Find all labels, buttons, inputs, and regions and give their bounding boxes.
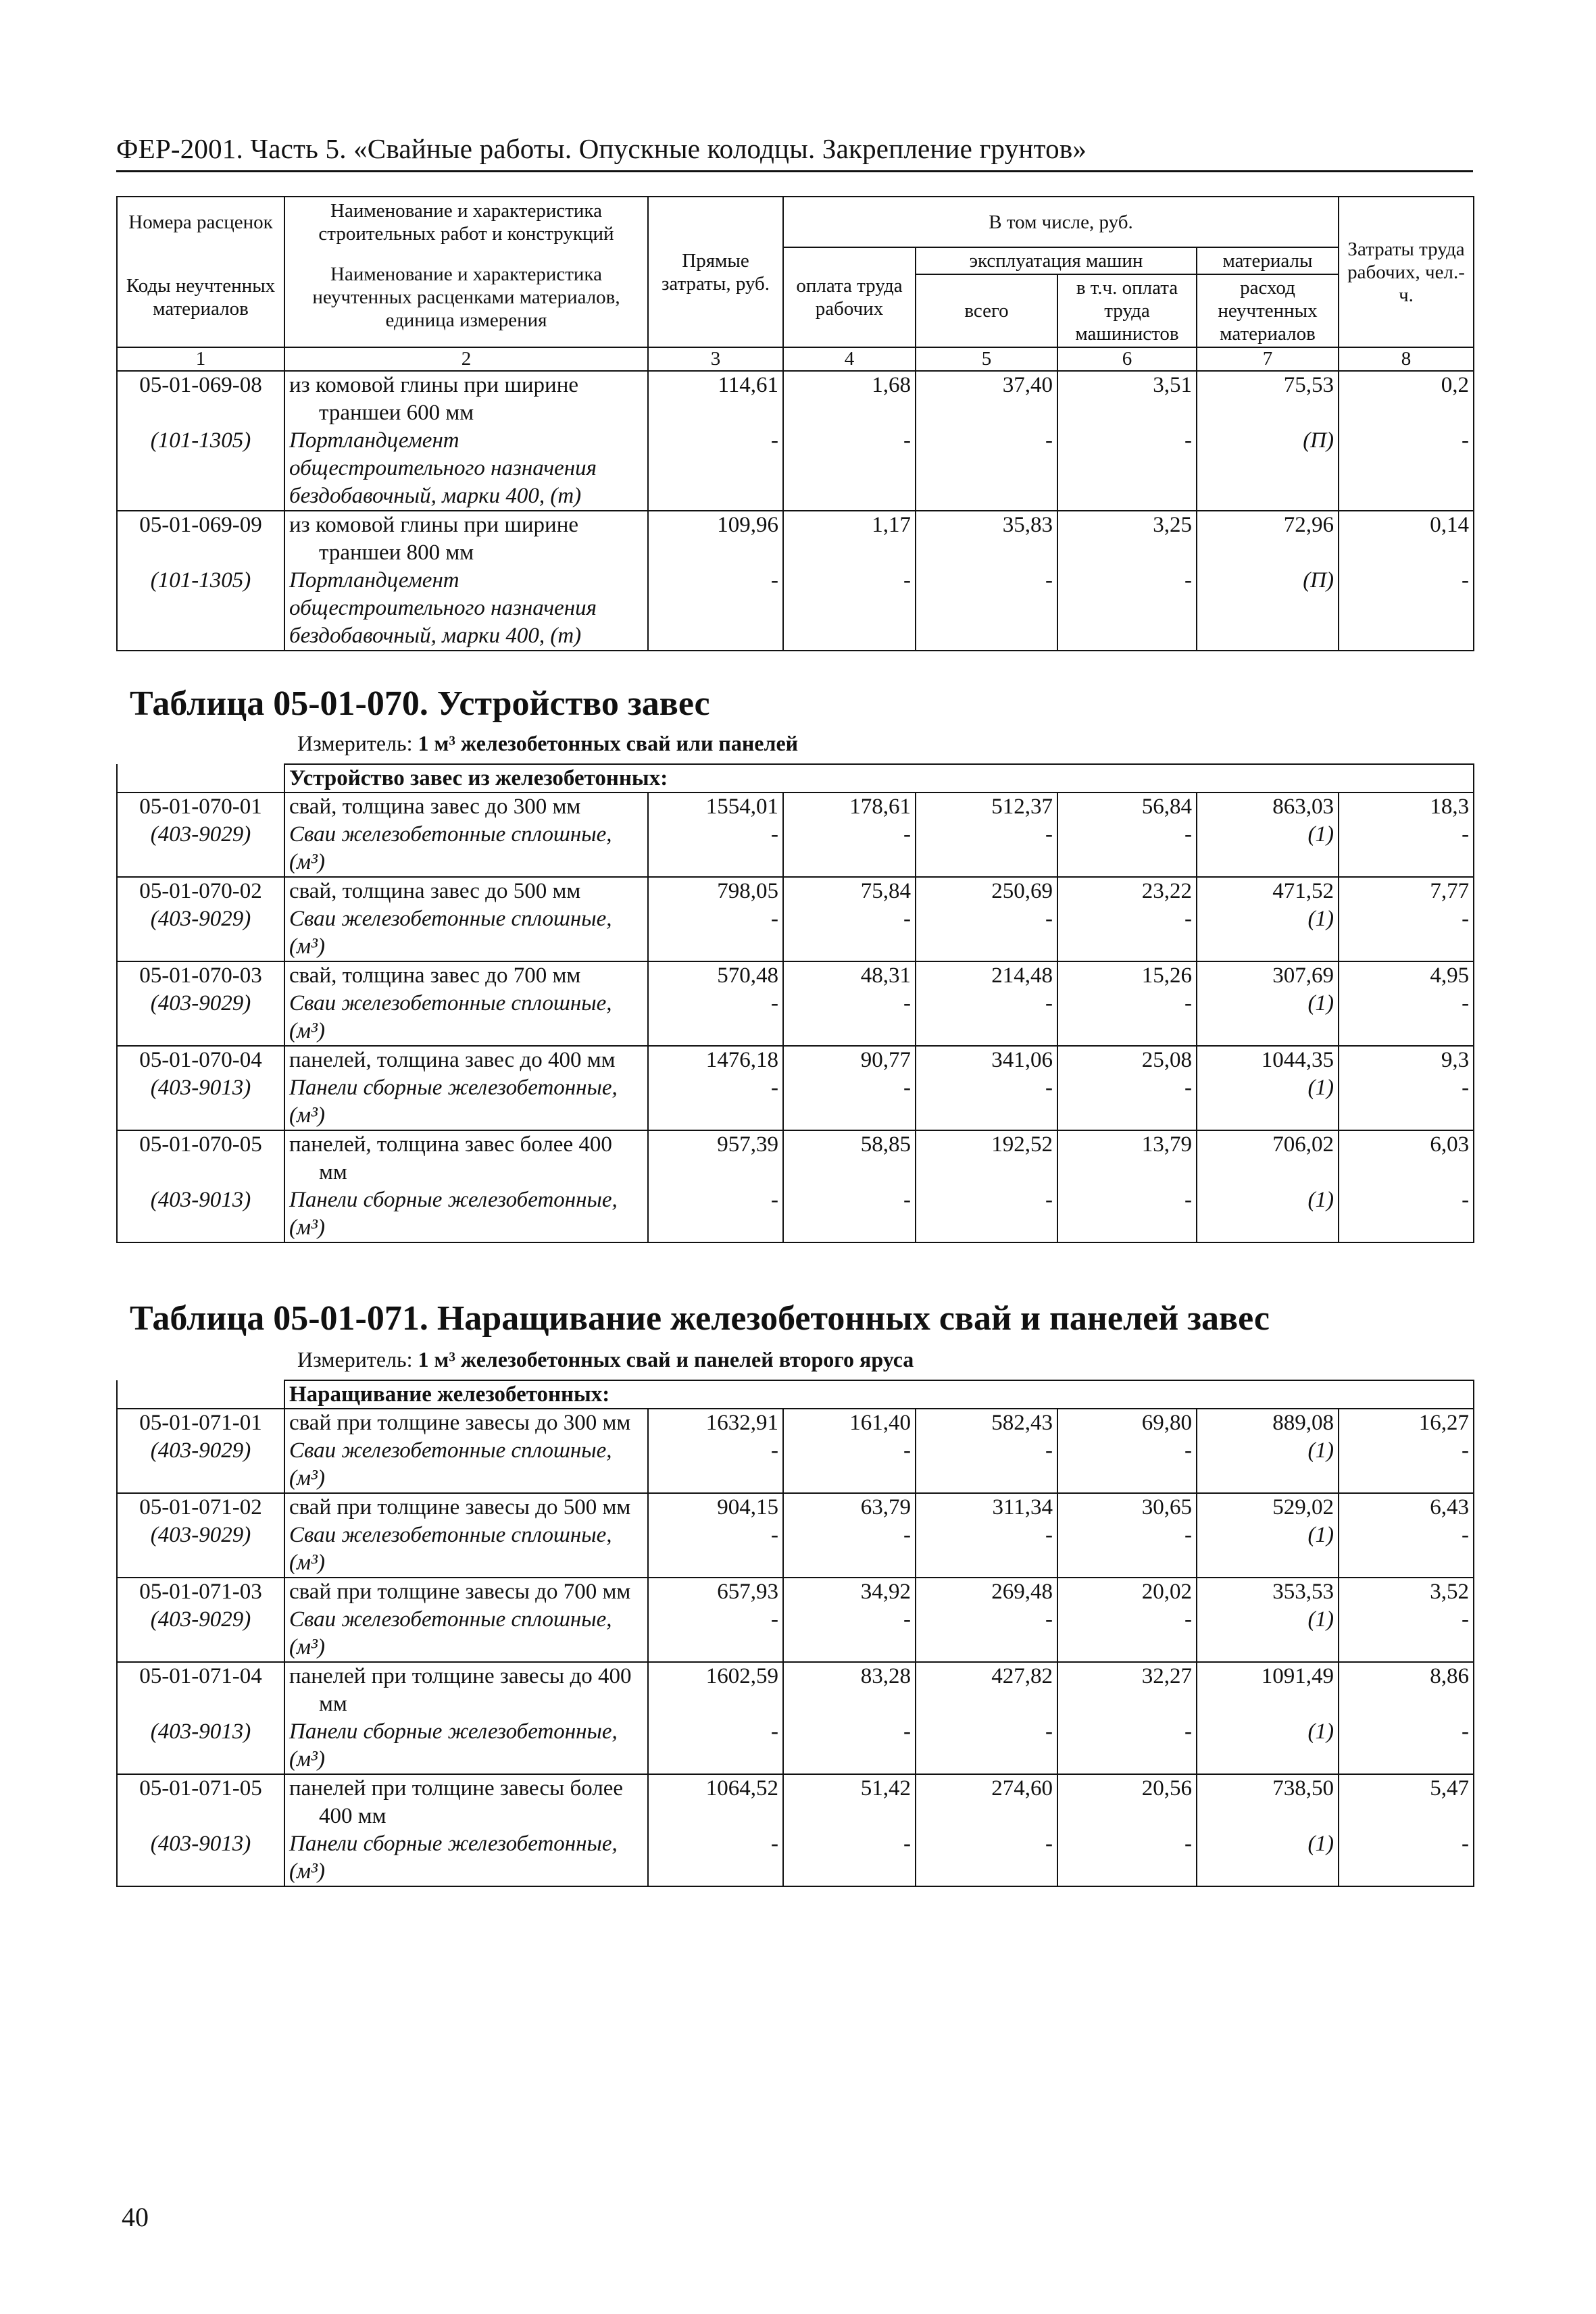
material-value-cell: - xyxy=(648,567,783,651)
table-row xyxy=(117,793,1474,821)
measure-071: Измеритель: 1 м³ железобетонных свай и панелей второго яруса xyxy=(297,1347,914,1372)
material-code: (101-1305) xyxy=(117,427,284,511)
value-cell: 7,77 xyxy=(1339,877,1474,905)
rate-code: 05-01-071-03 xyxy=(117,1578,284,1606)
col-number-8: 8 xyxy=(1339,347,1474,371)
table-row xyxy=(117,1662,1474,1718)
material-name: Сваи железобетонные сплошные, (м³) xyxy=(284,821,648,877)
col-including-header: В том числе, руб. xyxy=(783,197,1339,247)
col-number-5: 5 xyxy=(916,347,1057,371)
table-row xyxy=(117,1578,1474,1606)
value-cell: 0,2 xyxy=(1339,371,1474,427)
value-cell: 75,53 xyxy=(1197,371,1339,427)
value-cell: 13,79 xyxy=(1057,1130,1197,1186)
material-code: (403-9029) xyxy=(117,990,284,1046)
rates-table-069 xyxy=(116,196,1474,651)
material-code: (403-9029) xyxy=(117,1437,284,1493)
material-value-cell: - xyxy=(783,1437,916,1493)
value-cell: 6,03 xyxy=(1339,1130,1474,1186)
material-name: Панели сборные железобетонные, (м³) xyxy=(284,1830,648,1886)
value-cell: 8,86 xyxy=(1339,1662,1474,1718)
value-cell: 1,68 xyxy=(783,371,916,427)
value-cell: 1554,01 xyxy=(648,793,783,821)
value-cell: 6,43 xyxy=(1339,1493,1474,1521)
material-value-cell: - xyxy=(648,1830,783,1886)
material-value-cell: - xyxy=(1339,1437,1474,1493)
table-row-material xyxy=(117,905,1474,961)
rate-code: 05-01-071-02 xyxy=(117,1493,284,1521)
material-value-cell: - xyxy=(1339,567,1474,651)
value-cell: 957,39 xyxy=(648,1130,783,1186)
material-name: Сваи железобетонные сплошные, (м³) xyxy=(284,1606,648,1662)
value-cell: 48,31 xyxy=(783,961,916,990)
value-cell: 51,42 xyxy=(783,1774,916,1830)
material-value-cell: - xyxy=(1057,1186,1197,1242)
value-cell: 863,03 xyxy=(1197,793,1339,821)
value-cell: 269,48 xyxy=(916,1578,1057,1606)
table-row-material xyxy=(117,821,1474,877)
table-title-071: Таблица 05-01-071. Наращивание железобетонных свай и панелей завес xyxy=(130,1299,1270,1338)
table-row xyxy=(117,1046,1474,1074)
value-cell: 32,27 xyxy=(1057,1662,1197,1718)
table-row xyxy=(117,1493,1474,1521)
col-number-1: 1 xyxy=(117,347,284,371)
material-value-cell: - xyxy=(783,1830,916,1886)
material-value-cell: - xyxy=(648,1718,783,1774)
material-value-cell: - xyxy=(1057,821,1197,877)
material-code: (403-9029) xyxy=(117,1606,284,1662)
value-cell: 35,83 xyxy=(916,511,1057,567)
value-cell: 427,82 xyxy=(916,1662,1057,1718)
value-cell: 37,40 xyxy=(916,371,1057,427)
value-cell: 1044,35 xyxy=(1197,1046,1339,1074)
material-value-cell: (1) xyxy=(1197,1606,1339,1662)
material-value-cell: - xyxy=(783,990,916,1046)
table-row-material xyxy=(117,1437,1474,1493)
material-code: (403-9029) xyxy=(117,821,284,877)
material-name: Панели сборные железобетонные, (м³) xyxy=(284,1186,648,1242)
measure-070: Измеритель: 1 м³ железобетонных свай или панелей xyxy=(297,731,799,755)
material-value-cell: - xyxy=(916,821,1057,877)
material-value-cell: - xyxy=(648,990,783,1046)
table-row-material xyxy=(117,1521,1474,1578)
material-value-cell: - xyxy=(1339,1186,1474,1242)
material-value-cell: - xyxy=(1339,1521,1474,1578)
material-code: (403-9013) xyxy=(117,1718,284,1774)
value-cell: 582,43 xyxy=(916,1409,1057,1437)
table-row xyxy=(117,511,1474,567)
material-value-cell: - xyxy=(648,1606,783,1662)
rate-code: 05-01-070-01 xyxy=(117,793,284,821)
material-value-cell: - xyxy=(916,427,1057,511)
material-value-cell: - xyxy=(1057,990,1197,1046)
group-head-071: Наращивание железобетонных: xyxy=(284,1380,1474,1409)
material-value-cell: - xyxy=(783,1606,916,1662)
material-name: Сваи железобетонные сплошные, (м³) xyxy=(284,1437,648,1493)
value-cell: 34,92 xyxy=(783,1578,916,1606)
table-row xyxy=(117,877,1474,905)
table-row-material xyxy=(117,1186,1474,1242)
material-value-cell: - xyxy=(1339,1830,1474,1886)
value-cell: 178,61 xyxy=(783,793,916,821)
material-value-cell: - xyxy=(648,1074,783,1130)
material-value-cell: - xyxy=(916,567,1057,651)
work-name: свай, толщина завес до 700 мм xyxy=(284,961,648,990)
material-value-cell: (1) xyxy=(1197,1718,1339,1774)
col-materials-header: материалы xyxy=(1197,247,1339,274)
value-cell: 5,47 xyxy=(1339,1774,1474,1830)
table-row xyxy=(117,371,1474,427)
col-number-2: 2 xyxy=(284,347,648,371)
value-cell: 18,3 xyxy=(1339,793,1474,821)
col-direct-costs-header: Прямые затраты, руб. xyxy=(648,197,783,347)
material-value-cell: - xyxy=(783,1718,916,1774)
value-cell: 341,06 xyxy=(916,1046,1057,1074)
rate-code: 05-01-069-09 xyxy=(117,511,284,567)
material-value-cell: - xyxy=(916,1606,1057,1662)
value-cell: 161,40 xyxy=(783,1409,916,1437)
value-cell: 307,69 xyxy=(1197,961,1339,990)
value-cell: 3,51 xyxy=(1057,371,1197,427)
material-name: Сваи железобетонные сплошные, (м³) xyxy=(284,1521,648,1578)
material-value-cell: (1) xyxy=(1197,821,1339,877)
material-value-cell: - xyxy=(1057,1521,1197,1578)
value-cell: 1,17 xyxy=(783,511,916,567)
value-cell: 1602,59 xyxy=(648,1662,783,1718)
value-cell: 20,02 xyxy=(1057,1578,1197,1606)
value-cell: 889,08 xyxy=(1197,1409,1339,1437)
material-value-cell: - xyxy=(916,1074,1057,1130)
value-cell: 311,34 xyxy=(916,1493,1057,1521)
value-cell: 30,65 xyxy=(1057,1493,1197,1521)
rate-code: 05-01-071-05 xyxy=(117,1774,284,1830)
material-value-cell: - xyxy=(783,821,916,877)
table-row-material xyxy=(117,1074,1474,1130)
material-value-cell: - xyxy=(916,1718,1057,1774)
material-value-cell: (1) xyxy=(1197,1437,1339,1493)
value-cell: 75,84 xyxy=(783,877,916,905)
value-cell: 9,3 xyxy=(1339,1046,1474,1074)
material-value-cell: (П) xyxy=(1197,427,1339,511)
col-machinists-pay-header: в т.ч. оплата труда машинистов xyxy=(1057,274,1197,347)
col-number-6: 6 xyxy=(1057,347,1197,371)
material-code: (403-9029) xyxy=(117,905,284,961)
material-name: Сваи железобетонные сплошные, (м³) xyxy=(284,905,648,961)
value-cell: 192,52 xyxy=(916,1130,1057,1186)
rates-table-071 xyxy=(116,1380,1474,1887)
table-row xyxy=(117,961,1474,990)
value-cell: 706,02 xyxy=(1197,1130,1339,1186)
material-value-cell: - xyxy=(916,1186,1057,1242)
material-value-cell: - xyxy=(916,990,1057,1046)
work-name: из комовой глины при ширине траншеи 600 мм xyxy=(284,371,648,427)
value-cell: 798,05 xyxy=(648,877,783,905)
value-cell: 0,14 xyxy=(1339,511,1474,567)
work-name: из комовой глины при ширине траншеи 800 мм xyxy=(284,511,648,567)
value-cell: 3,52 xyxy=(1339,1578,1474,1606)
work-name: панелей, толщина завес до 400 мм xyxy=(284,1046,648,1074)
value-cell: 83,28 xyxy=(783,1662,916,1718)
work-name: панелей при толщине завесы до 400 мм xyxy=(284,1662,648,1718)
value-cell: 25,08 xyxy=(1057,1046,1197,1074)
material-value-cell: - xyxy=(783,905,916,961)
col-machines-total-header: всего xyxy=(916,274,1057,347)
material-value-cell: - xyxy=(783,1521,916,1578)
value-cell: 63,79 xyxy=(783,1493,916,1521)
rate-code: 05-01-071-01 xyxy=(117,1409,284,1437)
value-cell: 56,84 xyxy=(1057,793,1197,821)
table-row-material xyxy=(117,427,1474,511)
material-name: Сваи железобетонные сплошные, (м³) xyxy=(284,990,648,1046)
material-value-cell: - xyxy=(648,1521,783,1578)
material-value-cell: - xyxy=(1339,905,1474,961)
value-cell: 109,96 xyxy=(648,511,783,567)
table-row-material xyxy=(117,1830,1474,1886)
material-value-cell: (П) xyxy=(1197,567,1339,651)
value-cell: 529,02 xyxy=(1197,1493,1339,1521)
col-rate-numbers-header: Номера расценок xyxy=(117,197,284,247)
value-cell: 512,37 xyxy=(916,793,1057,821)
material-value-cell: (1) xyxy=(1197,1830,1339,1886)
col-machines-header: эксплуатация машин xyxy=(916,247,1197,274)
value-cell: 250,69 xyxy=(916,877,1057,905)
value-cell: 114,61 xyxy=(648,371,783,427)
material-value-cell: - xyxy=(1057,427,1197,511)
value-cell: 1091,49 xyxy=(1197,1662,1339,1718)
work-name: свай, толщина завес до 300 мм xyxy=(284,793,648,821)
work-name: свай при толщине завесы до 300 мм xyxy=(284,1409,648,1437)
value-cell: 4,95 xyxy=(1339,961,1474,990)
running-header: ФЕР-2001. Часть 5. «Свайные работы. Опускные колодцы. Закрепление грунтов» xyxy=(116,133,1087,164)
value-cell: 72,96 xyxy=(1197,511,1339,567)
material-name: Портландцемент общестроительного назначения бездобавочный, марки 400, (т) xyxy=(284,427,648,511)
rate-code: 05-01-070-05 xyxy=(117,1130,284,1186)
value-cell: 1632,91 xyxy=(648,1409,783,1437)
material-code: (403-9029) xyxy=(117,1521,284,1578)
work-name: панелей при толщине завесы более 400 мм xyxy=(284,1774,648,1830)
header-rule xyxy=(116,170,1473,172)
material-value-cell: - xyxy=(648,1437,783,1493)
table-row-material xyxy=(117,1718,1474,1774)
value-cell: 570,48 xyxy=(648,961,783,990)
col-work-name-header: Наименование и характеристика строительных работ и конструкций xyxy=(284,197,648,247)
rate-code: 05-01-069-08 xyxy=(117,371,284,427)
rate-code: 05-01-070-02 xyxy=(117,877,284,905)
material-value-cell: - xyxy=(1057,1830,1197,1886)
material-value-cell: - xyxy=(1057,1606,1197,1662)
material-value-cell: - xyxy=(783,1074,916,1130)
page-number: 40 xyxy=(122,2202,149,2232)
material-value-cell: - xyxy=(1339,1718,1474,1774)
table-title-070: Таблица 05-01-070. Устройство завес xyxy=(130,684,710,723)
rate-code: 05-01-071-04 xyxy=(117,1662,284,1718)
material-value-cell: - xyxy=(648,821,783,877)
work-name: свай, толщина завес до 500 мм xyxy=(284,877,648,905)
material-value-cell: - xyxy=(1339,427,1474,511)
col-number-3: 3 xyxy=(648,347,783,371)
material-value-cell: (1) xyxy=(1197,1521,1339,1578)
table-row xyxy=(117,1774,1474,1830)
table-row xyxy=(117,1409,1474,1437)
value-cell: 657,93 xyxy=(648,1578,783,1606)
material-code: (101-1305) xyxy=(117,567,284,651)
work-name: свай при толщине завесы до 500 мм xyxy=(284,1493,648,1521)
group-head-070: Устройство завес из железобетонных: xyxy=(284,764,1474,793)
value-cell: 16,27 xyxy=(1339,1409,1474,1437)
value-cell: 90,77 xyxy=(783,1046,916,1074)
table-row-material xyxy=(117,1606,1474,1662)
material-code: (403-9013) xyxy=(117,1186,284,1242)
rate-code: 05-01-070-03 xyxy=(117,961,284,990)
col-material-codes-header: Коды неучтенных материалов xyxy=(117,247,284,347)
material-value-cell: - xyxy=(648,905,783,961)
material-value-cell: - xyxy=(783,567,916,651)
value-cell: 904,15 xyxy=(648,1493,783,1521)
material-value-cell: (1) xyxy=(1197,905,1339,961)
col-number-4: 4 xyxy=(783,347,916,371)
table-row xyxy=(117,1130,1474,1186)
material-value-cell: - xyxy=(916,1437,1057,1493)
material-name: Панели сборные железобетонные, (м³) xyxy=(284,1718,648,1774)
material-code: (403-9013) xyxy=(117,1830,284,1886)
material-value-cell: (1) xyxy=(1197,1186,1339,1242)
material-value-cell: - xyxy=(916,1521,1057,1578)
material-value-cell: - xyxy=(648,1186,783,1242)
value-cell: 471,52 xyxy=(1197,877,1339,905)
value-cell: 1064,52 xyxy=(648,1774,783,1830)
material-value-cell: - xyxy=(1057,905,1197,961)
rates-table-070 xyxy=(116,763,1474,1243)
work-name: свай при толщине завесы до 700 мм xyxy=(284,1578,648,1606)
material-value-cell: - xyxy=(648,427,783,511)
material-value-cell: - xyxy=(1339,1606,1474,1662)
material-value-cell: - xyxy=(783,1186,916,1242)
material-value-cell: - xyxy=(1057,1074,1197,1130)
table-row-material xyxy=(117,990,1474,1046)
material-name: Панели сборные железобетонные, (м³) xyxy=(284,1074,648,1130)
col-labor-cost-header: Затраты труда рабочих, чел.-ч. xyxy=(1339,197,1474,347)
col-number-7: 7 xyxy=(1197,347,1339,371)
material-value-cell: (1) xyxy=(1197,1074,1339,1130)
value-cell: 353,53 xyxy=(1197,1578,1339,1606)
material-value-cell: - xyxy=(1339,990,1474,1046)
material-value-cell: - xyxy=(1057,567,1197,651)
material-value-cell: - xyxy=(916,1830,1057,1886)
value-cell: 1476,18 xyxy=(648,1046,783,1074)
value-cell: 3,25 xyxy=(1057,511,1197,567)
col-labor-pay-header: оплата труда рабочих xyxy=(783,247,916,347)
material-value-cell: - xyxy=(1339,1074,1474,1130)
material-value-cell: - xyxy=(1339,821,1474,877)
material-code: (403-9013) xyxy=(117,1074,284,1130)
value-cell: 58,85 xyxy=(783,1130,916,1186)
material-value-cell: - xyxy=(1057,1437,1197,1493)
value-cell: 214,48 xyxy=(916,961,1057,990)
value-cell: 69,80 xyxy=(1057,1409,1197,1437)
material-value-cell: - xyxy=(1057,1718,1197,1774)
material-value-cell: - xyxy=(783,427,916,511)
material-value-cell: (1) xyxy=(1197,990,1339,1046)
value-cell: 738,50 xyxy=(1197,1774,1339,1830)
material-name: Портландцемент общестроительного назначения бездобавочный, марки 400, (т) xyxy=(284,567,648,651)
material-value-cell: - xyxy=(916,905,1057,961)
value-cell: 274,60 xyxy=(916,1774,1057,1830)
table-row-material xyxy=(117,567,1474,651)
value-cell: 20,56 xyxy=(1057,1774,1197,1830)
col-material-name-header: Наименование и характеристика неучтенных расценками материалов, единица измерения xyxy=(284,247,648,347)
rate-code: 05-01-070-04 xyxy=(117,1046,284,1074)
value-cell: 23,22 xyxy=(1057,877,1197,905)
value-cell: 15,26 xyxy=(1057,961,1197,990)
work-name: панелей, толщина завес более 400 мм xyxy=(284,1130,648,1186)
col-materials-use-header: расход неучтенных материалов xyxy=(1197,274,1339,347)
